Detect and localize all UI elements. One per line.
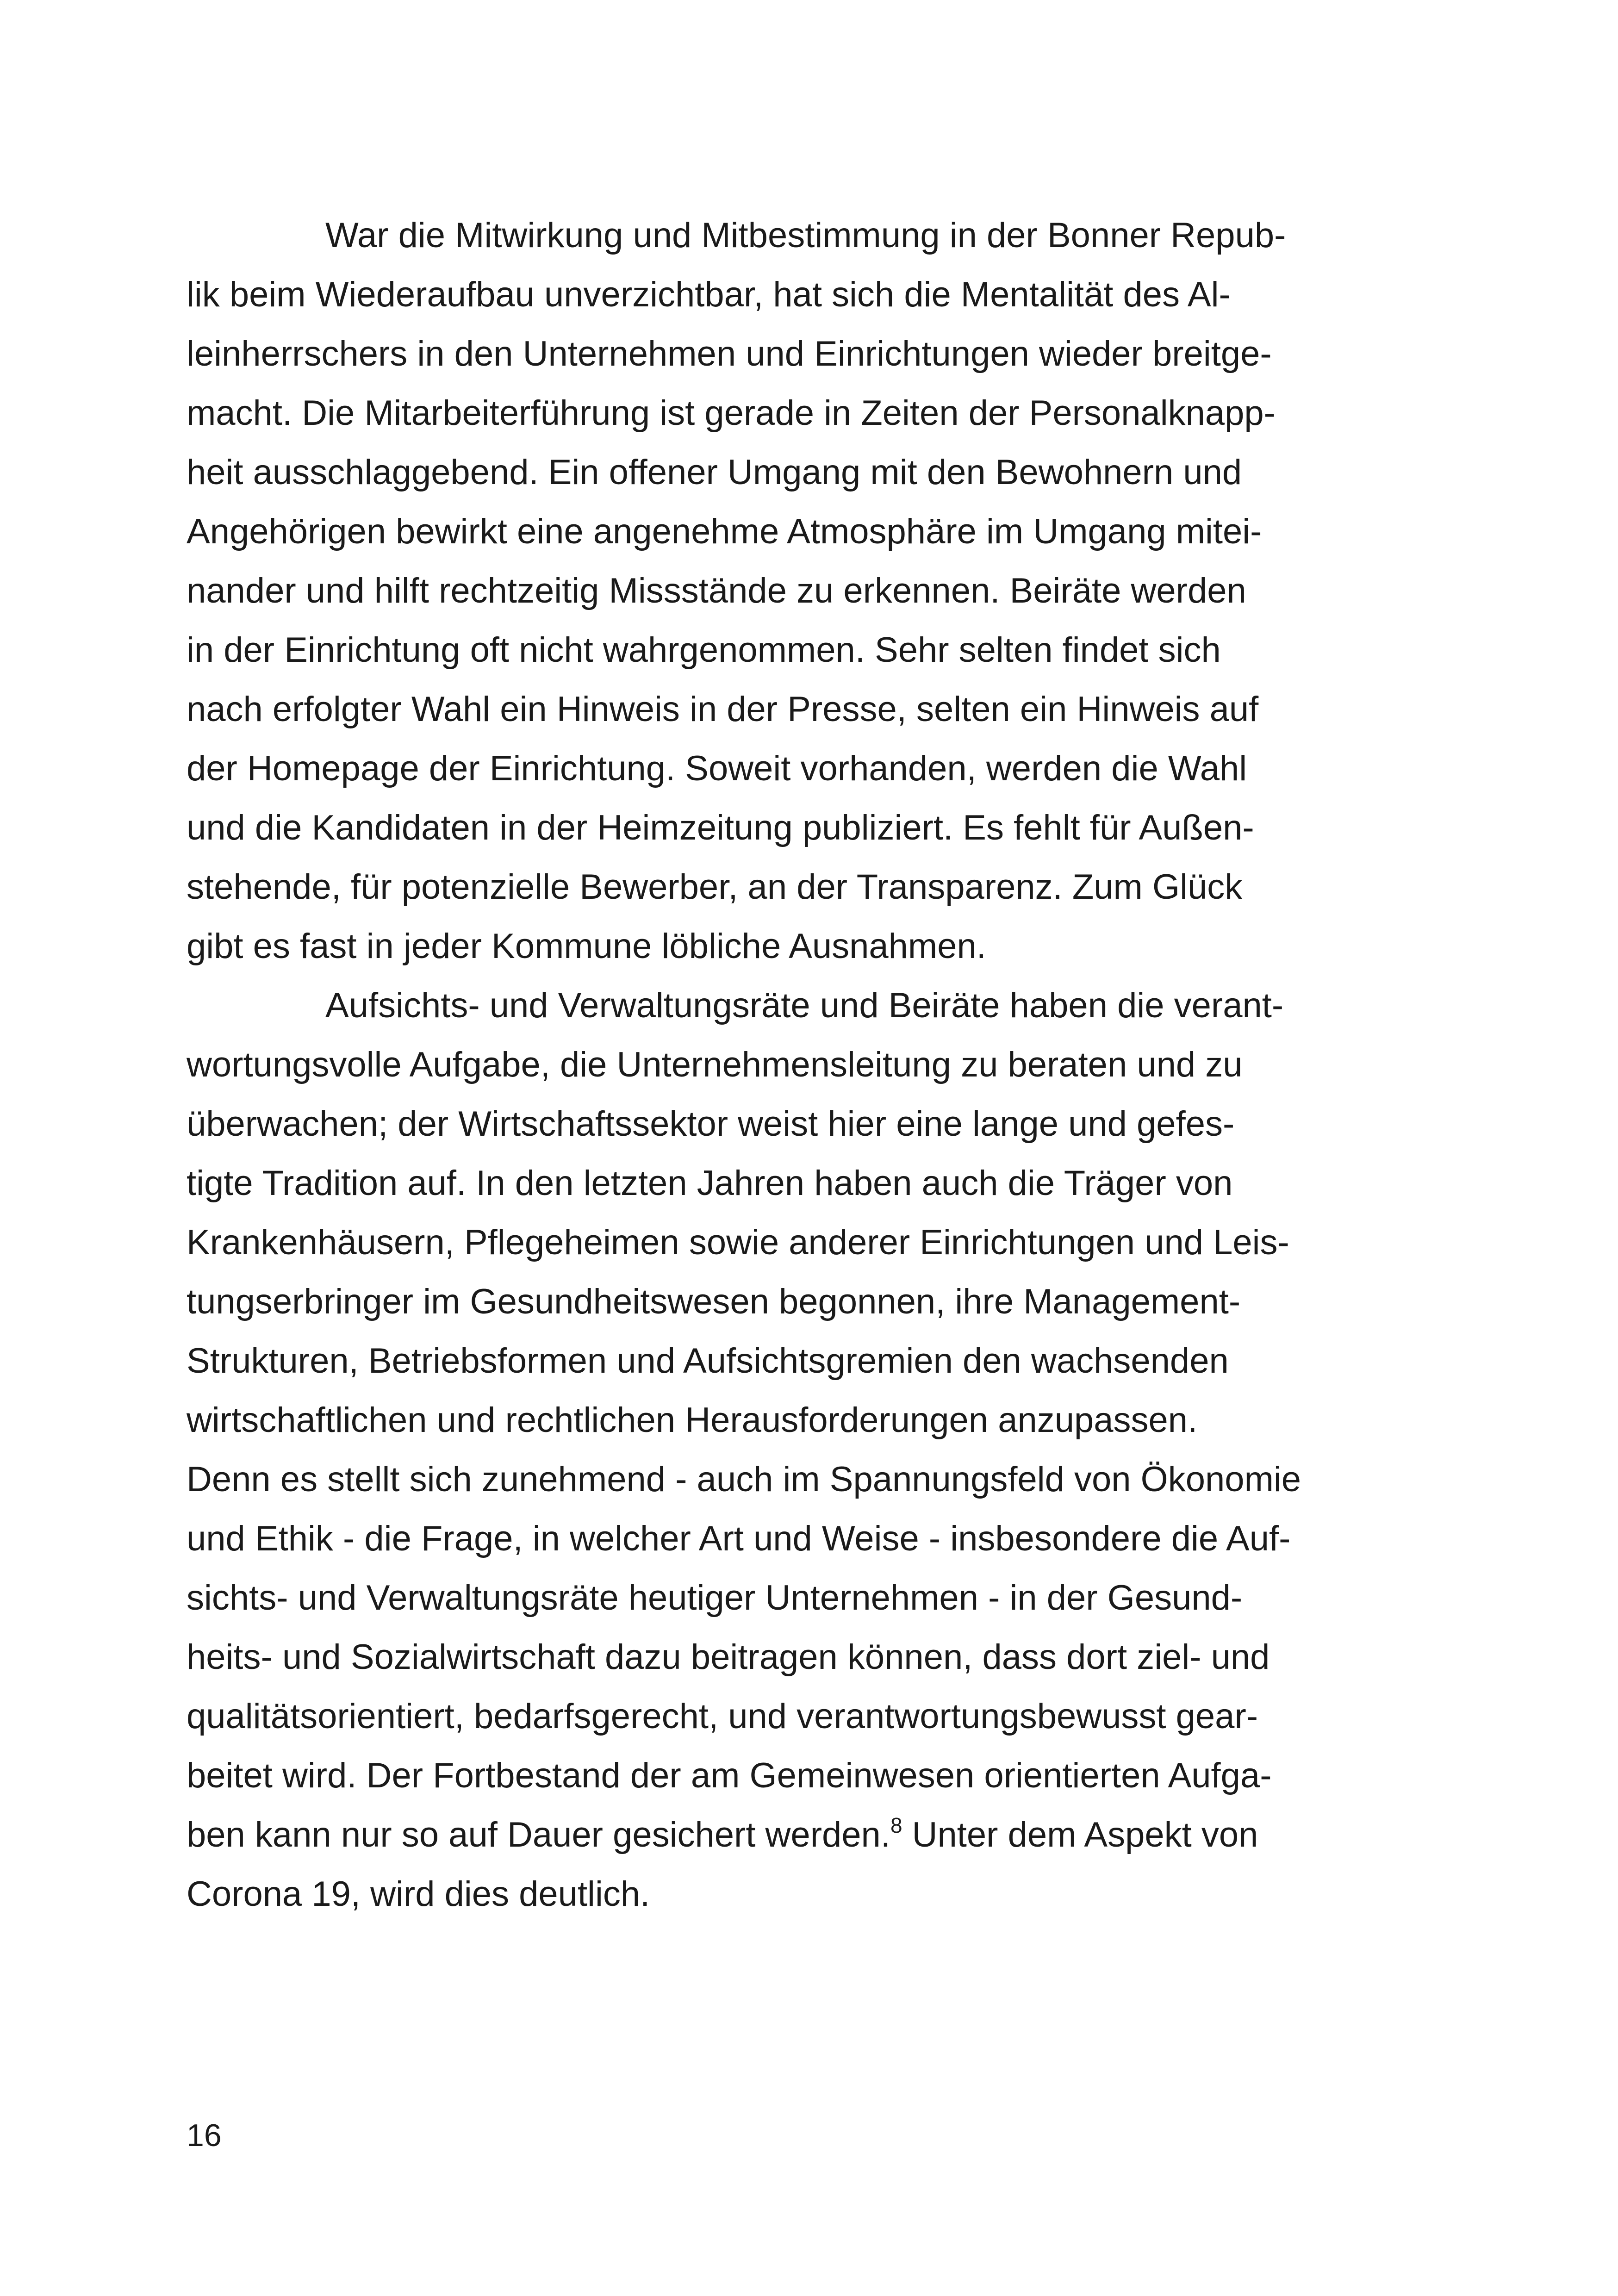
text-line: Aufsichts- und Verwaltungsräte und Beiräte haben die verant-: [325, 986, 1284, 1025]
text-line: macht. Die Mitarbeiterführung ist gerade in Zeiten der Personalknapp-: [187, 393, 1276, 433]
text-line: Denn es stellt sich zunehmend - auch im Spannungsfeld von Ökonomie: [187, 1460, 1301, 1499]
text-line: Strukturen, Betriebsformen und Aufsichtsgremien den wachsenden: [187, 1341, 1229, 1381]
text-line-with-footnote: [187, 1805, 1436, 1865]
footnote-line-continuation: Unter dem Aspekt von: [902, 1815, 1258, 1854]
text-line: War die Mitwirkung und Mitbestimmung in der Bonner Repub-: [325, 216, 1286, 255]
text-line: Angehörigen bewirkt eine angenehme Atmosphäre im Umgang mitei-: [187, 512, 1262, 551]
text-line: und Ethik - die Frage, in welcher Art und Weise - insbesondere die Auf-: [187, 1519, 1291, 1558]
text-line: beitet wird. Der Fortbestand der am Gemeinwesen orientierten Aufga-: [187, 1756, 1272, 1795]
text-line: lik beim Wiederaufbau unverzichtbar, hat sich die Mentalität des Al-: [187, 275, 1231, 314]
text-line: in der Einrichtung oft nicht wahrgenommen. Sehr selten findet sich: [187, 630, 1221, 670]
text-line: wirtschaftlichen und rechtlichen Herausforderungen anzupassen.: [187, 1400, 1198, 1440]
text-line: nach erfolgter Wahl ein Hinweis in der Presse, selten ein Hinweis auf: [187, 690, 1259, 729]
footnote-marker: 8: [890, 1813, 902, 1837]
text-line: überwachen; der Wirtschaftssektor weist hier eine lange und gefes-: [187, 1104, 1235, 1144]
footnote-line-text: ben kann nur so auf Dauer gesichert werden.: [187, 1815, 890, 1854]
paragraph-2: [187, 976, 1436, 1924]
paragraph-1: [187, 206, 1436, 976]
text-line: gibt es fast in jeder Kommune löbliche Ausnahmen.: [187, 927, 986, 966]
text-line: nander und hilft rechtzeitig Missstände zu erkennen. Beiräte werden: [187, 571, 1246, 610]
text-line: Krankenhäusern, Pflegeheimen sowie anderer Einrichtungen und Leis-: [187, 1223, 1289, 1262]
text-line: tungserbringer im Gesundheitswesen begonnen, ihre Management-: [187, 1282, 1241, 1321]
text-line: Corona 19, wird dies deutlich.: [187, 1874, 650, 1914]
text-line: qualitätsorientiert, bedarfsgerecht, und verantwortungsbewusst gear-: [187, 1697, 1258, 1736]
text-line: wortungsvolle Aufgabe, die Unternehmensleitung zu beraten und zu: [187, 1045, 1243, 1084]
text-line: sichts- und Verwaltungsräte heutiger Unternehmen - in der Gesund-: [187, 1578, 1243, 1618]
text-line: der Homepage der Einrichtung. Soweit vorhanden, werden die Wahl: [187, 749, 1247, 788]
page-number: 16: [187, 2118, 222, 2153]
text-line: tigte Tradition auf. In den letzten Jahren haben auch die Träger von: [187, 1164, 1233, 1203]
text-line: leinherrschers in den Unternehmen und Einrichtungen wieder breitge-: [187, 334, 1272, 373]
text-line: stehende, für potenzielle Bewerber, an der Transparenz. Zum Glück: [187, 867, 1243, 907]
body-text: [187, 206, 1436, 1924]
text-line: und die Kandidaten in der Heimzeitung publiziert. Es fehlt für Außen-: [187, 808, 1254, 847]
text-line: heit ausschlaggebend. Ein offener Umgang mit den Bewohnern und: [187, 453, 1242, 492]
text-line: heits- und Sozialwirtschaft dazu beitragen können, dass dort ziel- und: [187, 1637, 1270, 1677]
